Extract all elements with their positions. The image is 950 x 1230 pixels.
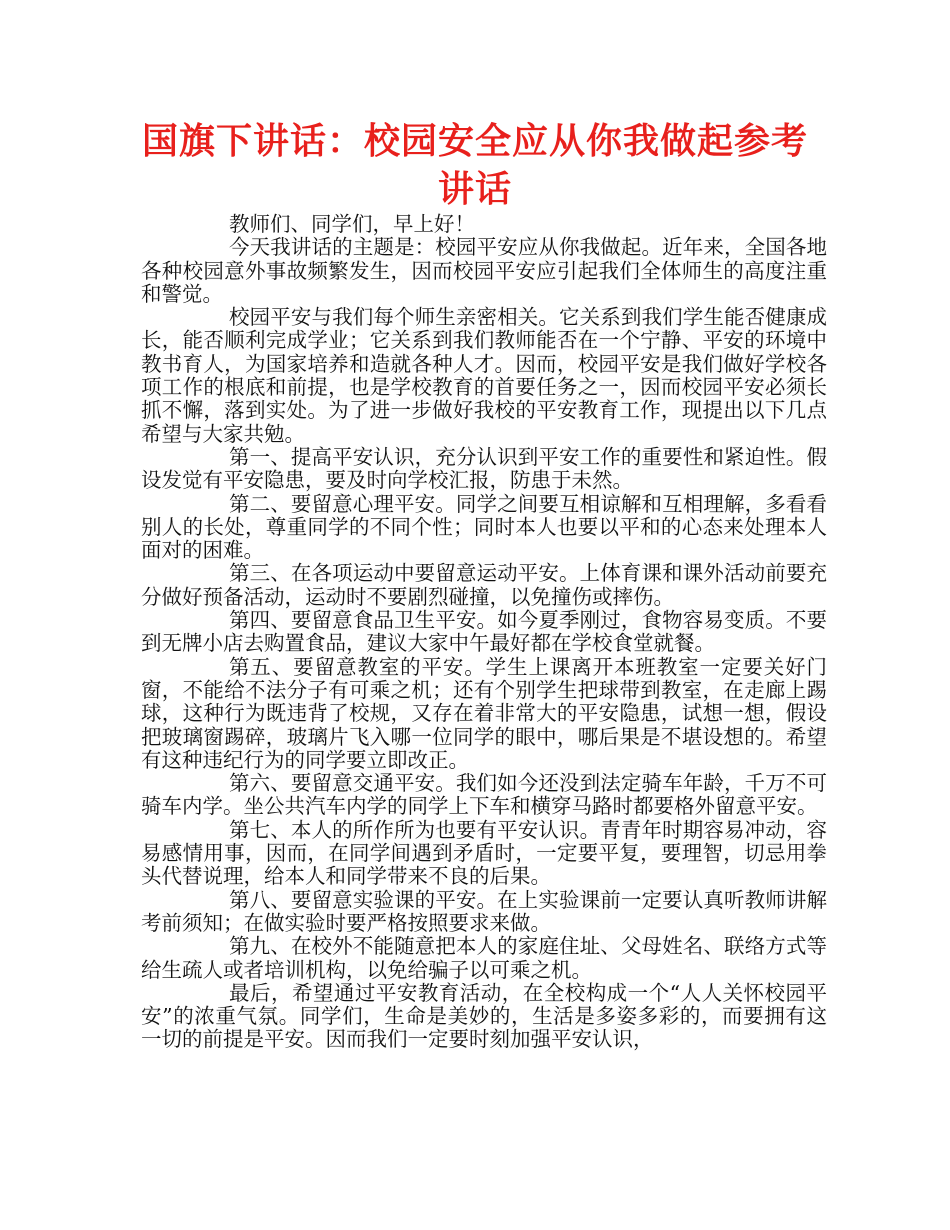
body-paragraph: 校园平安与我们每个师生亲密相关。它关系到我们学生能否健康成长，能否顺利完成学业；它关系到我们教师能否在一个宁静、平安的环境中教书育人，为国家培养和造就各种人才。因而，校园平安是我们做好学校各项工作的根底和前提，也是学校教育的首要任务之一，因而校园平安必须长抓不懈，落到实处。为了进一步做好我校的平安教育工作，现提出以下几点希望与大家共勉。	[141, 305, 827, 446]
body-paragraph: 第八、要留意实验课的平安。在上实验课前一定要认真听教师讲解考前须知；在做实验时要严格按照要求来做。	[141, 887, 827, 935]
document-body	[141, 213, 827, 1052]
body-paragraph: 第五、要留意教室的平安。学生上课离开本班教室一定要关好门窗，不能给不法分子有可乘之机；还有个别学生把球带到教室，在走廊上踢球，这种行为既违背了校规，又存在着非常大的平安隐患，试想一想，假设把玻璃窗踢碎，玻璃片飞入哪一位同学的眼中，哪后果是不堪设想的。希望有这种违纪行为的同学要立即改正。	[141, 654, 827, 772]
document-title: 国旗下讲话：校园安全应从你我做起参考讲话	[141, 121, 808, 210]
body-paragraph: 第一、提高平安认识，充分认识到平安工作的重要性和紧迫性。假设发觉有平安隐患，要及时向学校汇报，防患于未然。	[141, 444, 827, 493]
body-paragraph: 今天我讲话的主题是：校园平安应从你我做起。近年来，全国各地各种校园意外事故频繁发生，因而校园平安应引起我们全体师生的高度注重和警觉。	[141, 235, 827, 306]
body-paragraph: 第七、本人的所作所为也要有平安认识。青青年时期容易冲动，容易感情用事，因而，在同学间遇到矛盾时，一定要平复，要理智，切忌用拳头代替说理，给本人和同学带来不良的后果。	[141, 817, 827, 889]
body-paragraph: 第二、要留意心理平安。同学之间要互相谅解和互相理解，多看看别人的长处，尊重同学的不同个性；同时本人也要以平和的心态来处理本人面对的困难。	[141, 491, 827, 563]
body-paragraph: 第三、在各项运动中要留意运动平安。上体育课和课外活动前要充分做好预备活动，运动时不要剧烈碰撞，以免撞伤或摔伤。	[141, 561, 827, 609]
greeting-paragraph: 教师们、同学们，早上好！	[229, 212, 475, 236]
body-paragraph: 第四、要留意食品卫生平安。如今夏季刚过，食物容易变质。不要到无牌小店去购置食品，建议大家中午最好都在学校食堂就餐。	[141, 608, 827, 656]
body-paragraph: 第六、要留意交通平安。我们如今还没到法定骑车年龄，千万不可骑车内学。坐公共汽车内学的同学上下车和横穿马路时都要格外留意平安。	[141, 771, 827, 819]
body-paragraph: 第九、在校外不能随意把本人的家庭住址、父母姓名、联络方式等给生疏人或者培训机构，以免给骗子以可乘之机。	[141, 934, 827, 982]
body-paragraph: 最后，希望通过平安教育活动，在全校构成一个“人人关怀校园平安”的浓重气氛。同学们，生命是美妙的，生活是多姿多彩的，而要拥有这一切的前提是平安。因而我们一定要时刻加强平安认识，	[141, 980, 827, 1052]
